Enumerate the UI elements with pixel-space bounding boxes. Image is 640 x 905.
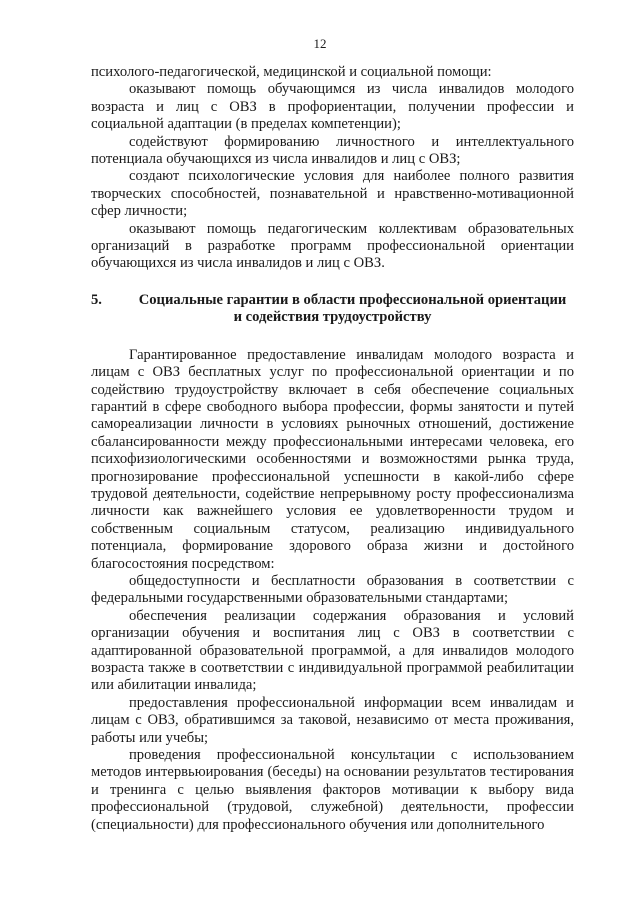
paragraph: проведения профессиональной консультации с использованием методов интервьюирования (беседы) на основании результатов тестирования и тренинга с целью выявления факторов мотивации к выбору вида профессиональной (трудовой, служебной) деятельности, профессии (специальности) для профессионального обучения или дополнительного	[91, 747, 574, 833]
page-number: 12	[313, 36, 327, 51]
paragraph: содействуют формированию личностного и интеллектуального потенциала обучающихся из числа инвалидов и лиц с ОВЗ;	[91, 133, 574, 168]
paragraph: оказывают помощь педагогическим коллективам образовательных организаций в разработке программ профессиональной ориентации обучающихся из числа инвалидов и лиц с ОВЗ.	[91, 220, 574, 272]
paragraph: оказывают помощь обучающимся из числа инвалидов молодого возраста и лиц с ОВЗ в профориентации, получении профессии и социальной адаптации (в пределах компетенции);	[91, 81, 574, 133]
paragraph: Гарантированное предоставление инвалидам молодого возраста и лицам с ОВЗ бесплатных услуг по профессиональной ориентации и по содействию трудоустройству включает в себя обеспечение социальных гарантий в сфере свободного выбора профессии, формы занятости и путей самореализации личности в условиях рыночных отношений, достижение сбалансированности между профессиональными интересами человека, его психофизиологическими особенностями и возможностями рынка труда, прогнозирование профессиональной успешности в какой-либо сфере трудовой деятельности, содействие непрерывному росту профессионализма личности как важнейшего условия ее удовлетворенности трудом и собственным социальным статусом, реализацию индивидуального потенциала, формирование здорового образа жизни и достойного благосостояния посредством:	[91, 346, 574, 572]
body-text	[91, 64, 574, 834]
paragraph: предоставления профессиональной информации всем инвалидам и лицам с ОВЗ, обратившимся за таковой, независимо от места проживания, работы или учебы;	[91, 694, 574, 746]
paragraph: психолого-педагогической, медицинской и социальной помощи:	[91, 64, 492, 80]
paragraph: общедоступности и бесплатности образования в соответствии с федеральными государственными образовательными стандартами;	[91, 572, 574, 607]
paragraph: создают психологические условия для наиболее полного развития творческих способностей, познавательной и нравственно-мотивационной сфер личности;	[91, 168, 574, 220]
paragraph: обеспечения реализации содержания образования и условий организации обучения и воспитания лиц с ОВЗ в соответствии с адаптированной образовательной программой, а для инвалидов молодого возраста также в соответствии с индивидуальной программой реабилитации или абилитации инвалида;	[91, 607, 574, 694]
section-title-line1: Социальные гарантии в области профессиональной ориентации	[138, 291, 567, 308]
section-number: 5.	[91, 291, 102, 308]
section-heading	[91, 292, 574, 327]
section-title-line2: и содействия трудоустройству	[233, 309, 432, 326]
